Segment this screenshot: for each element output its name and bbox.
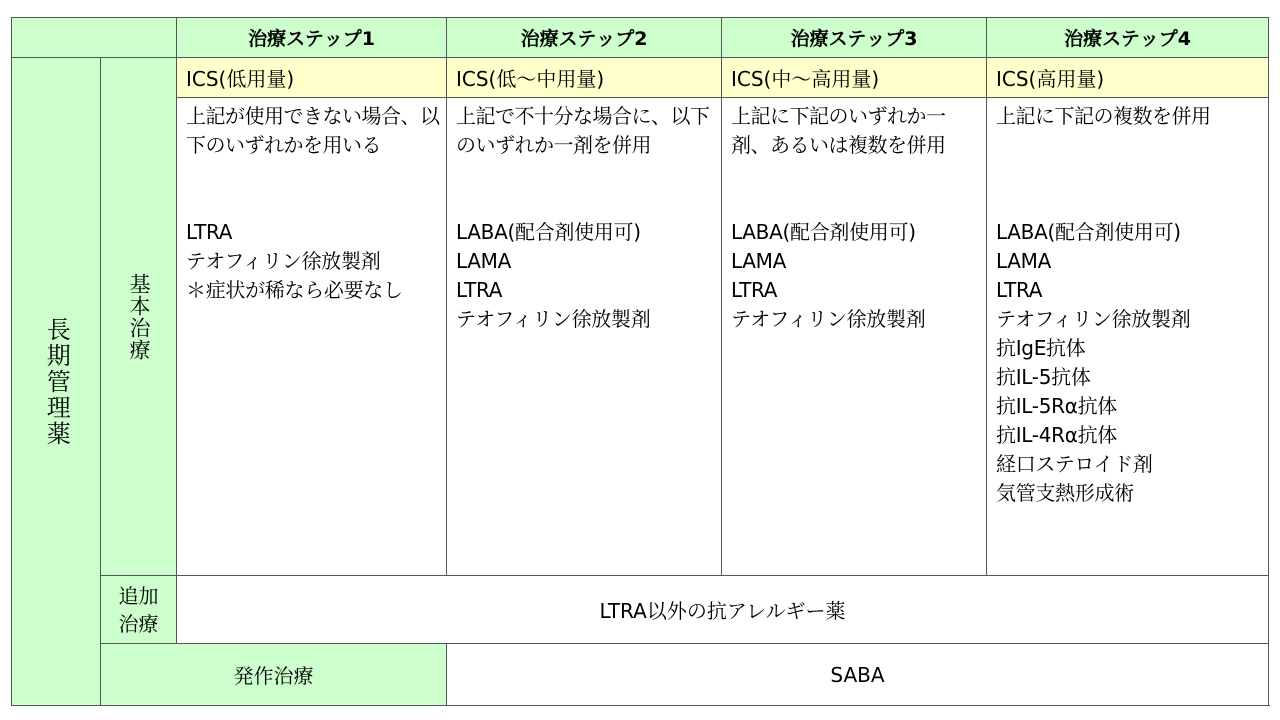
- ics-row: [12, 58, 1269, 98]
- drug-item: 抗IL-5抗体: [996, 365, 1091, 389]
- drug-item: 抗IL-4Rα抗体: [996, 423, 1118, 447]
- header-step-4: 治療ステップ4: [987, 18, 1269, 58]
- attack-treatment-label: 発作治療: [101, 644, 447, 706]
- step-1-description: 上記が使用できない場合、以下のいずれかを用いる: [186, 104, 440, 157]
- long-term-label-cell: [12, 58, 101, 706]
- ics-step-3: ICS(中〜高用量): [722, 58, 987, 98]
- basic-treatment-label: 基本治療: [127, 272, 152, 361]
- drug-item: LTRA: [186, 220, 233, 244]
- step-1-drug-list: [186, 218, 440, 305]
- drug-item: テオフィリン徐放製剤: [996, 307, 1191, 331]
- ics-step-1: ICS(低用量): [177, 58, 447, 98]
- step-2-content: [447, 98, 722, 576]
- step-2-description: 上記で不十分な場合に、以下のいずれか一剤を併用: [456, 104, 710, 157]
- step-1-content: [177, 98, 447, 576]
- attack-treatment-row: [12, 644, 1269, 706]
- long-term-label: 長期管理薬: [42, 316, 71, 447]
- header-step-3: 治療ステップ3: [722, 18, 987, 58]
- drug-item: 抗IgE抗体: [996, 336, 1086, 360]
- drug-item: LAMA: [731, 249, 787, 273]
- drug-item: LABA(配合剤使用可): [456, 220, 641, 244]
- header-row: [12, 18, 1269, 58]
- basic-label-cell: [101, 58, 177, 576]
- drug-item: 経口ステロイド剤: [996, 452, 1153, 476]
- additional-label-line-2: 治療: [118, 611, 159, 636]
- attack-treatment-content: SABA: [447, 644, 1269, 706]
- ics-step-2: ICS(低〜中用量): [447, 58, 722, 98]
- asthma-treatment-table: [11, 17, 1269, 706]
- drug-item: LTRA: [996, 278, 1043, 302]
- additional-treatment-content: LTRA以外の抗アレルギー薬: [177, 576, 1269, 644]
- step-3-description: 上記に下記のいずれか一剤、あるいは複数を併用: [731, 104, 946, 157]
- additional-treatment-row: [12, 576, 1269, 644]
- drug-item: LTRA: [456, 278, 503, 302]
- drug-item: 気管支熱形成術: [996, 481, 1134, 505]
- header-step-2: 治療ステップ2: [447, 18, 722, 58]
- step-4-content: [987, 98, 1269, 576]
- drug-item: LAMA: [456, 249, 512, 273]
- basic-treatment-row: [12, 98, 1269, 576]
- header-step-1: 治療ステップ1: [177, 18, 447, 58]
- step-3-content: [722, 98, 987, 576]
- step-4-description: 上記に下記の複数を併用: [996, 104, 1211, 128]
- header-corner-cell: [12, 18, 177, 58]
- drug-item: LABA(配合剤使用可): [731, 220, 916, 244]
- step-2-drug-list: [456, 218, 715, 334]
- step-4-drug-list: [996, 218, 1262, 508]
- drug-item: LAMA: [996, 249, 1052, 273]
- ics-step-4: ICS(高用量): [987, 58, 1269, 98]
- step-3-drug-list: [731, 218, 980, 334]
- drug-item: LABA(配合剤使用可): [996, 220, 1181, 244]
- additional-label-line-1: 追加: [118, 583, 159, 608]
- drug-item: テオフィリン徐放製剤: [186, 249, 381, 273]
- drug-item: LTRA: [731, 278, 778, 302]
- drug-item: テオフィリン徐放製剤: [731, 307, 926, 331]
- drug-item: 抗IL-5Rα抗体: [996, 394, 1118, 418]
- drug-item: ＊症状が稀なら必要なし: [186, 278, 403, 302]
- drug-item: テオフィリン徐放製剤: [456, 307, 651, 331]
- additional-label-cell: [101, 576, 177, 644]
